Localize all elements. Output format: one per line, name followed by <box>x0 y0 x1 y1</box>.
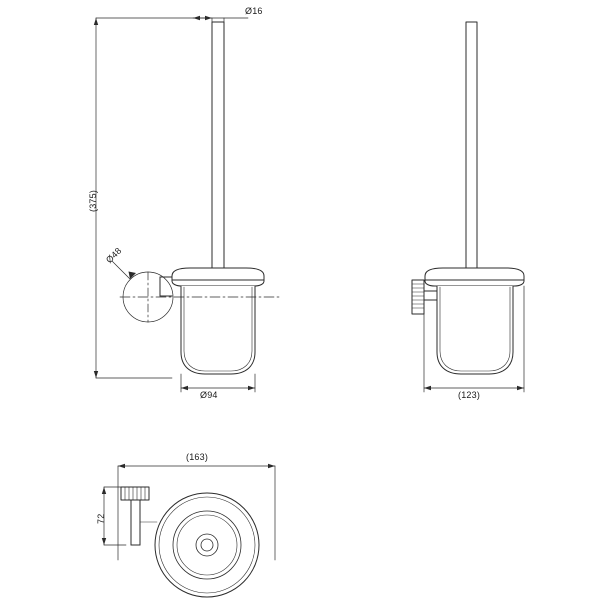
side-wall-plate <box>412 280 424 314</box>
side-cup <box>437 286 513 374</box>
side-lid <box>425 268 524 286</box>
dim-side-depth: (123) <box>458 390 481 400</box>
dim-cup-diameter: Ø94 <box>200 390 218 400</box>
cup-diameter-dim <box>181 374 255 392</box>
top-cup-circles <box>155 493 259 597</box>
dim-handle-diameter: Ø16 <box>245 6 263 16</box>
top-wall-plate <box>121 487 149 500</box>
dim-overall-height: (375) <box>88 189 98 212</box>
side-handle-rod <box>466 22 477 274</box>
dim-bracket-diameter: Ø48 <box>104 245 124 266</box>
front-handle-rod <box>212 22 224 274</box>
front-cup <box>181 286 255 374</box>
dim-top-width: (163) <box>186 452 209 462</box>
dim-top-height: 72 <box>96 513 106 524</box>
top-arm <box>131 500 140 545</box>
front-lid <box>172 268 264 286</box>
bracket-diameter-circle <box>112 261 173 322</box>
